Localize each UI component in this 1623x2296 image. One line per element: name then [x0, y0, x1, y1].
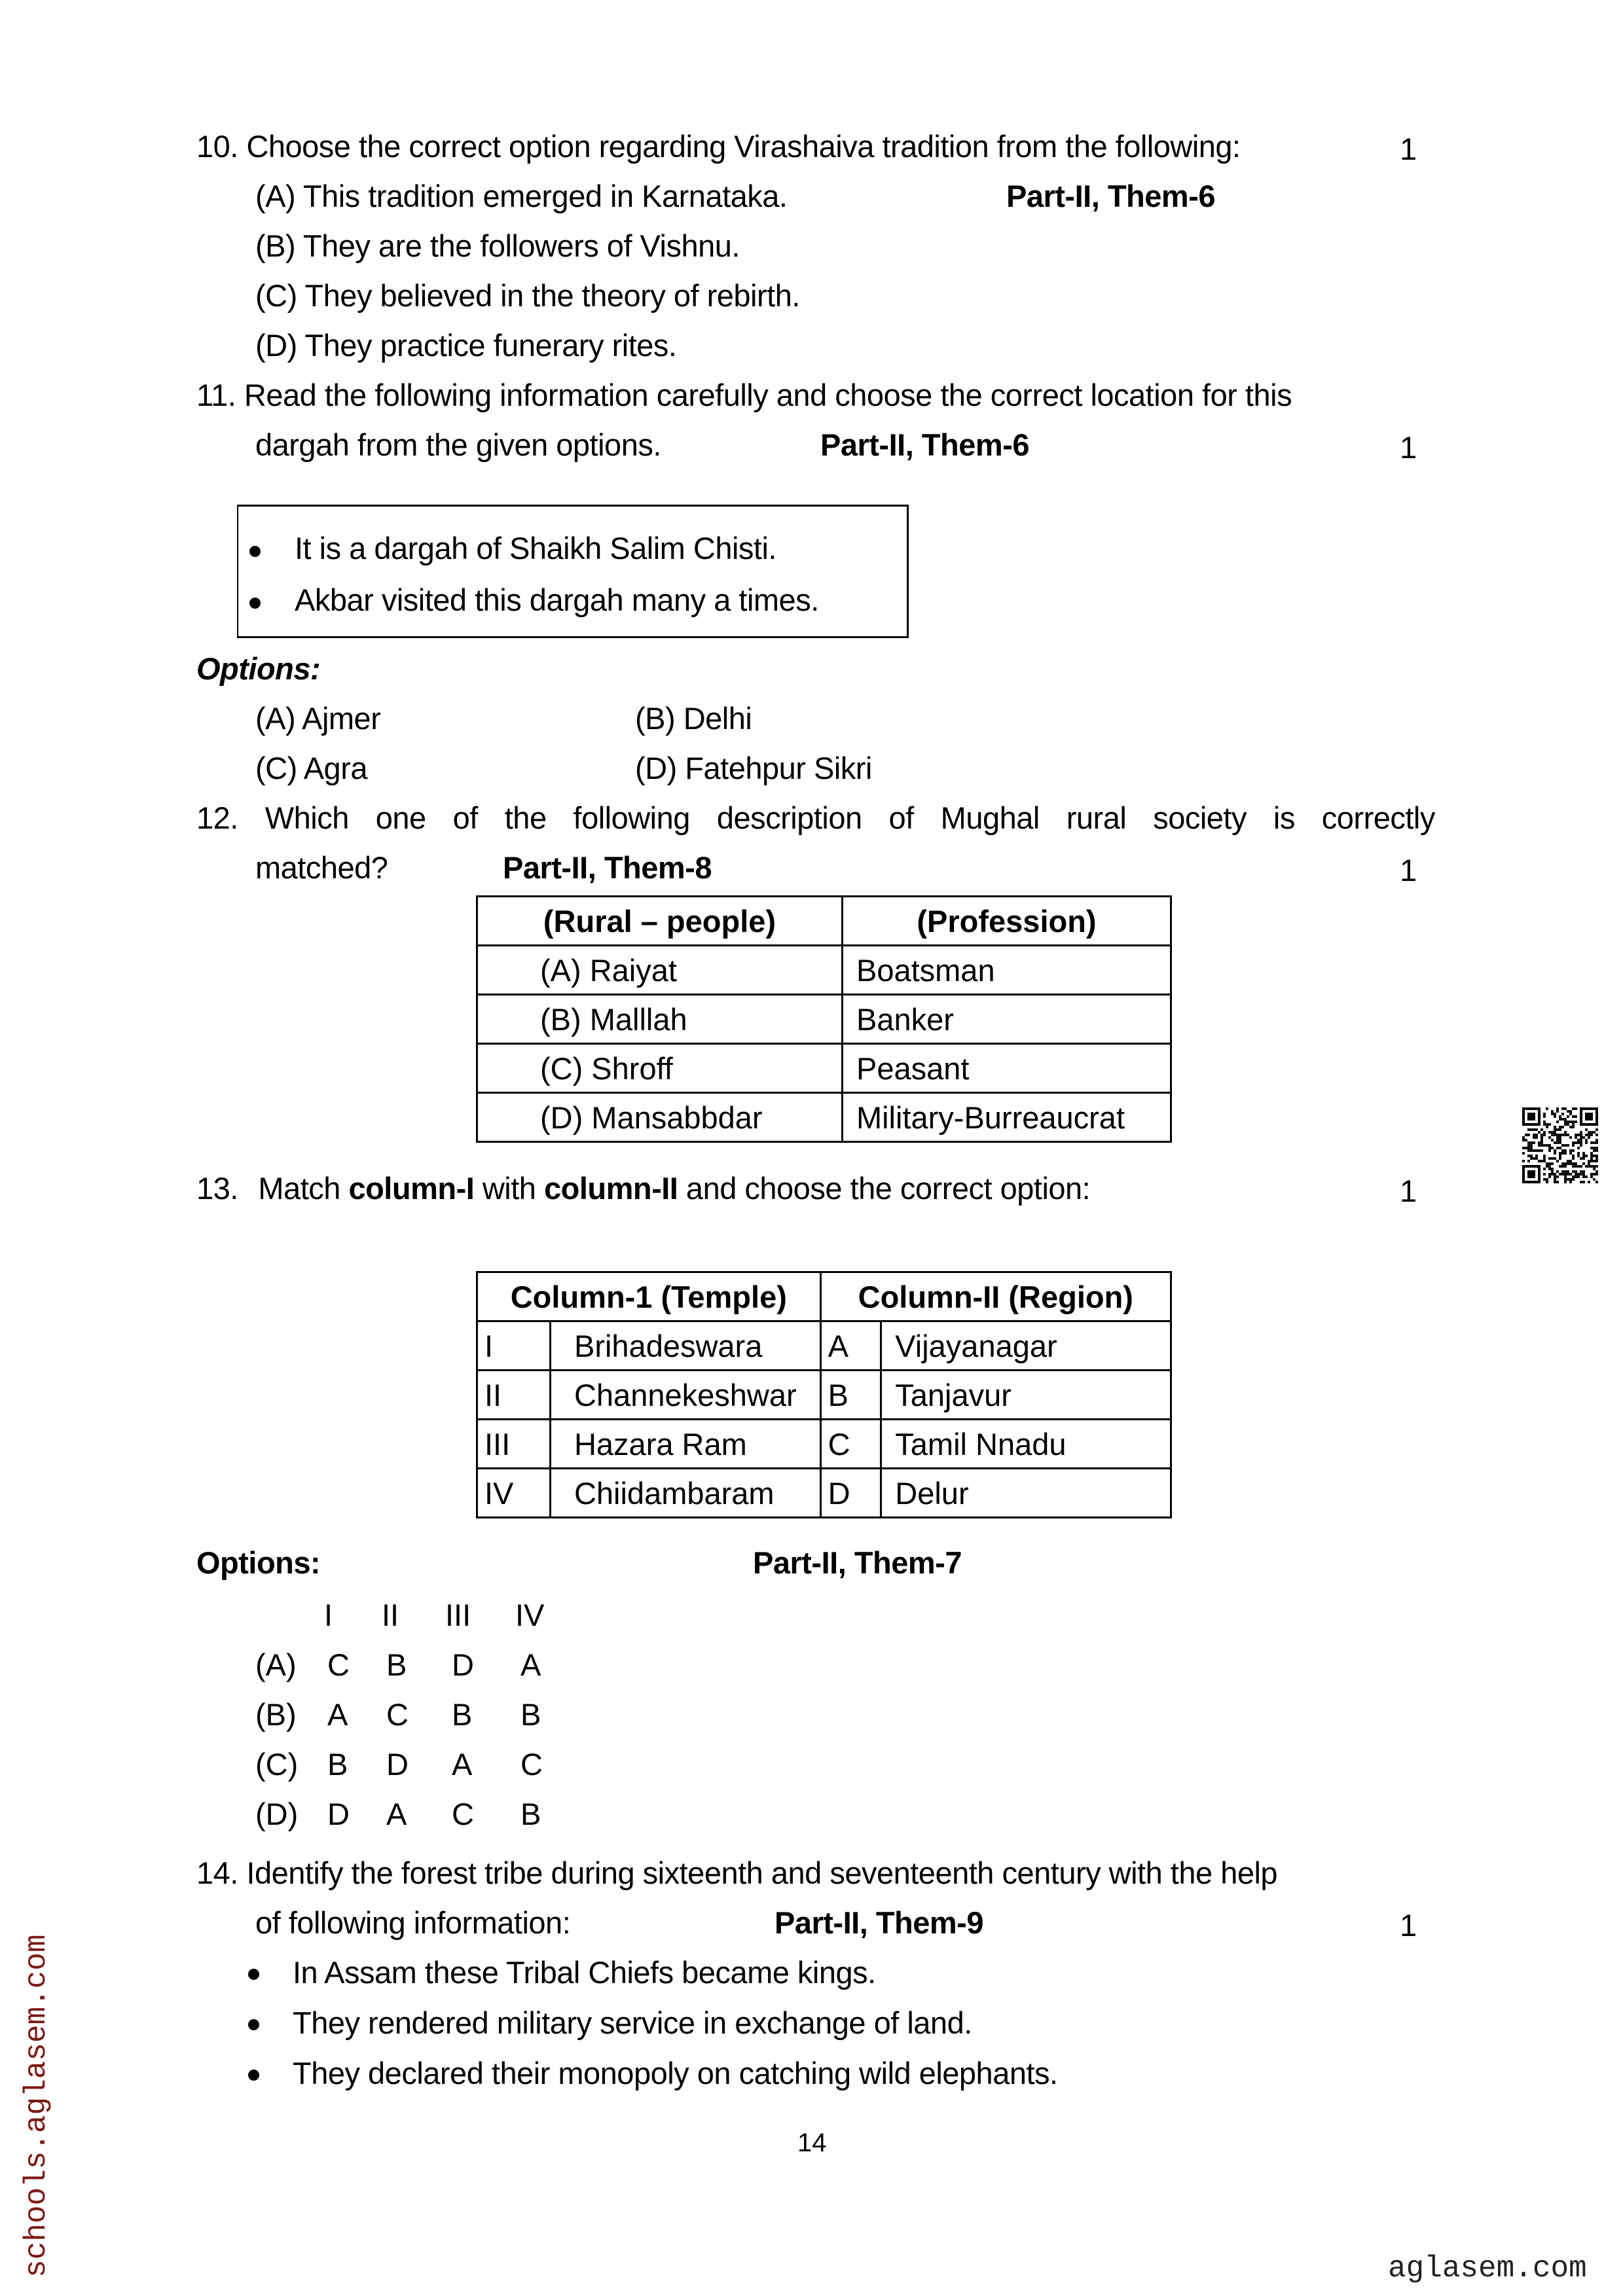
rural-society-table	[476, 895, 1172, 1143]
stem-word: rural	[1066, 800, 1127, 835]
question-10-option-b: (B) They are the followers of Vishnu.	[255, 228, 740, 263]
stem-word: the	[504, 800, 547, 835]
question-11-reference: Part-II, Them-6	[820, 427, 1029, 462]
stem-word: Which	[264, 800, 349, 835]
option-value: D	[452, 1647, 474, 1682]
table-header-temple: Column-1 (Temple)	[477, 1272, 821, 1321]
option-value: B	[520, 1797, 541, 1831]
temple-name-cell: Channekeshwar	[550, 1371, 820, 1420]
rural-people-cell: (A) Raiyat	[477, 946, 843, 995]
table-header-rural-people: (Rural – people)	[477, 897, 843, 946]
table-header-profession: (Profession)	[842, 897, 1171, 946]
region-name-cell: Delur	[881, 1469, 1171, 1518]
stem-word: following	[573, 800, 690, 835]
stem-part-bold: column-II	[543, 1171, 678, 1206]
table-row	[477, 1044, 1171, 1093]
profession-cell: Banker	[842, 995, 1171, 1044]
region-letter-cell: A	[820, 1321, 881, 1371]
info-box	[237, 505, 909, 638]
question-13-marks: 1	[1400, 1174, 1417, 1208]
option-header-numeral: II	[382, 1598, 399, 1632]
temple-region-table	[476, 1271, 1172, 1518]
bullet-icon	[249, 598, 261, 609]
question-10-reference: Part-II, Them-6	[1006, 179, 1215, 213]
table-header-region: Column-II (Region)	[820, 1272, 1171, 1321]
profession-cell: Military-Burreaucrat	[842, 1093, 1171, 1142]
table-row	[477, 1420, 1171, 1469]
table-row	[477, 946, 1171, 995]
option-value: C	[520, 1747, 543, 1782]
bullet-icon	[249, 546, 261, 557]
option-label: (D)	[255, 1797, 299, 1831]
table-header-row	[477, 1272, 1171, 1321]
question-11-stem-line2: dargah from the given options.	[255, 427, 661, 462]
question-11-option-d: (D) Fatehpur Sikri	[635, 751, 872, 785]
option-value: B	[327, 1747, 348, 1782]
option-value: D	[386, 1747, 409, 1782]
option-value: C	[386, 1697, 409, 1732]
option-value: A	[520, 1647, 541, 1682]
rural-people-cell: (C) Shroff	[477, 1044, 843, 1093]
temple-numeral-cell: II	[477, 1371, 551, 1420]
question-13-number: 13.	[196, 1171, 238, 1206]
option-header-numeral: IV	[515, 1598, 545, 1632]
info-box-item: Akbar visited this dargah many a times.	[295, 583, 819, 617]
page-number: 14	[797, 2128, 827, 2157]
rural-people-cell: (B) Malllah	[477, 995, 843, 1044]
region-letter-cell: C	[820, 1420, 881, 1469]
option-value: C	[327, 1647, 350, 1682]
table-row	[477, 1371, 1171, 1420]
option-header-numeral: I	[324, 1598, 333, 1632]
option-value: A	[386, 1797, 407, 1831]
bullet-icon	[248, 2070, 259, 2081]
stem-word: is	[1273, 800, 1295, 835]
stem-word: society	[1153, 800, 1247, 835]
profession-cell: Peasant	[842, 1044, 1171, 1093]
option-label: (A)	[255, 1647, 297, 1682]
question-14-bullet: In Assam these Tribal Chiefs became kings.	[293, 1955, 876, 1990]
option-value: D	[327, 1797, 350, 1831]
question-12-reference: Part-II, Them-8	[503, 850, 712, 885]
question-10-marks: 1	[1400, 132, 1417, 166]
bullet-icon	[248, 1969, 259, 1980]
region-name-cell: Tanjavur	[881, 1371, 1171, 1420]
question-14-stem-line2: of following information:	[255, 1905, 571, 1940]
region-letter-cell: D	[820, 1469, 881, 1518]
stem-word: Mughal	[940, 800, 1040, 835]
option-value: B	[386, 1647, 407, 1682]
question-14-marks: 1	[1400, 1908, 1417, 1943]
stem-word: 12.	[196, 800, 238, 835]
question-11-stem-line1: 11. Read the following information carefully and choose the correct location for this	[196, 378, 1292, 412]
option-value: A	[327, 1697, 348, 1732]
side-watermark[interactable]: schools.aglasem.com	[20, 1934, 54, 2278]
stem-word: correctly	[1321, 800, 1435, 835]
footer-watermark[interactable]: aglasem.com	[1388, 2251, 1587, 2286]
temple-name-cell: Brihadeswara	[550, 1321, 820, 1371]
option-header-numeral: III	[445, 1598, 471, 1632]
stem-word: description	[716, 800, 862, 835]
table-row	[477, 1093, 1171, 1142]
question-13-stem	[196, 1173, 1090, 1204]
temple-name-cell: Chiidambaram	[550, 1469, 820, 1518]
temple-numeral-cell: III	[477, 1420, 551, 1469]
option-value: A	[452, 1747, 473, 1782]
question-13-reference: Part-II, Them-7	[753, 1545, 962, 1580]
question-11-option-c: (C) Agra	[255, 751, 367, 785]
stem-word: of	[452, 800, 478, 835]
question-12-marks: 1	[1400, 853, 1417, 888]
question-14-bullet: They rendered military service in exchange of land.	[293, 2005, 972, 2040]
question-10-option-d: (D) They practice funerary rites.	[255, 328, 677, 363]
option-value: B	[452, 1697, 473, 1732]
question-12-stem-line2: matched?	[255, 850, 388, 885]
region-name-cell: Tamil Nnadu	[881, 1420, 1171, 1469]
temple-name-cell: Hazara Ram	[550, 1420, 820, 1469]
question-11-option-a: (A) Ajmer	[255, 701, 381, 736]
question-10-option-a: (A) This tradition emerged in Karnataka.	[255, 179, 788, 213]
table-row	[477, 995, 1171, 1044]
stem-part: Match	[258, 1171, 349, 1206]
info-box-item: It is a dargah of Shaikh Salim Chisti.	[295, 531, 776, 565]
stem-word: of	[888, 800, 914, 835]
question-14-stem-line1: 14. Identify the forest tribe during sixteenth and seventeenth century with the help	[196, 1856, 1278, 1890]
question-12-stem-line1	[196, 802, 1435, 833]
qr-code-icon[interactable]	[1522, 1107, 1598, 1183]
table-row	[477, 1321, 1171, 1371]
option-label: (B)	[255, 1697, 297, 1732]
option-value: B	[520, 1697, 541, 1732]
question-11-marks: 1	[1400, 430, 1417, 465]
question-13-options-label: Options:	[196, 1545, 321, 1580]
question-10-stem: 10. Choose the correct option regarding Virashaiva tradition from the following:	[196, 129, 1241, 164]
stem-part: with	[474, 1171, 544, 1206]
stem-word: one	[375, 800, 426, 835]
temple-numeral-cell: IV	[477, 1469, 551, 1518]
temple-numeral-cell: I	[477, 1321, 551, 1371]
option-value: C	[452, 1797, 474, 1831]
table-header-row	[477, 897, 1171, 946]
question-14-reference: Part-II, Them-9	[775, 1905, 983, 1940]
question-13-stem-text	[258, 1171, 1090, 1206]
rural-people-cell: (D) Mansabbdar	[477, 1093, 843, 1142]
option-label: (C)	[255, 1747, 299, 1782]
table-row	[477, 1469, 1171, 1518]
question-10-option-c: (C) They believed in the theory of rebirth.	[255, 278, 800, 313]
stem-part-bold: column-I	[348, 1171, 475, 1206]
question-14-bullet: They declared their monopoly on catching wild elephants.	[293, 2056, 1058, 2090]
region-letter-cell: B	[820, 1371, 881, 1420]
stem-part: and choose the correct option:	[678, 1171, 1091, 1206]
question-11-option-b: (B) Delhi	[635, 701, 752, 736]
question-11-options-label: Options:	[196, 651, 321, 686]
profession-cell: Boatsman	[842, 946, 1171, 995]
bullet-icon	[248, 2019, 259, 2030]
region-name-cell: Vijayanagar	[881, 1321, 1171, 1371]
